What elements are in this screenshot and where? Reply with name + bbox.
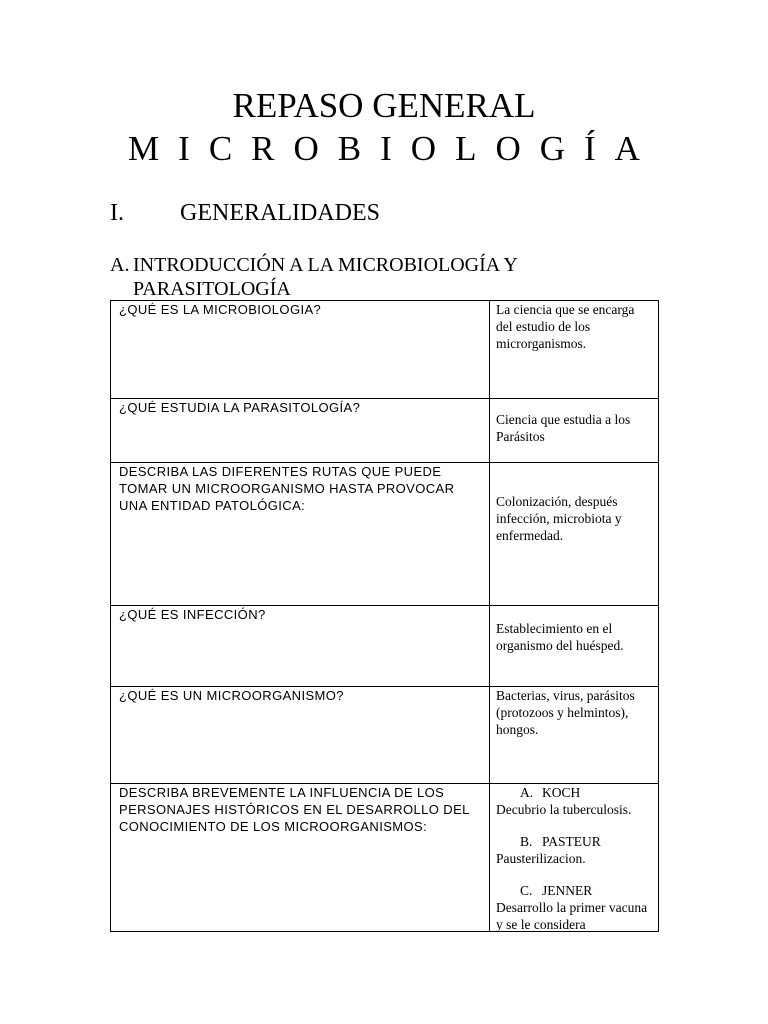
question-cell [111, 687, 490, 784]
historical-figure-name: PASTEUR [542, 834, 601, 849]
historical-figure-name: KOCH [542, 785, 581, 800]
historical-figure-contribution: Pausterilizacion. [496, 851, 586, 866]
table-row [111, 301, 659, 399]
table-row [111, 687, 659, 784]
historical-figure-koch [496, 784, 654, 801]
answer-cell [490, 687, 659, 784]
subsection-title-line2: PARASITOLOGÍA [133, 278, 291, 300]
question-text: ¿QUÉ ESTUDIA LA PARASITOLOGÍA? [119, 400, 361, 415]
question-text: ¿QUÉ ES UN MICROORGANISMO? [119, 688, 344, 703]
subsection-title-line1: INTRODUCCIÓN A LA MICROBIOLOGÍA Y [133, 254, 518, 276]
historical-figure-contribution: Decubrio la tuberculosis. [496, 802, 632, 817]
subsection-heading [110, 253, 630, 301]
document-title: REPASO GENERAL [232, 86, 536, 125]
section-number: I. [110, 200, 124, 226]
review-table [110, 300, 659, 932]
question-cell [111, 301, 490, 399]
question-text: DESCRIBA LAS DIFERENTES RUTAS QUE PUEDE TOMAR UN MICROORGANISMO HASTA PROVOCAR UNA ENTIDAD PATOLÓGICA: [119, 464, 455, 513]
document-subject: MICROBIOLOGÍA [128, 129, 659, 168]
historical-figure-jenner [496, 882, 654, 899]
question-text: DESCRIBA BREVEMENTE LA INFLUENCIA DE LOS PERSONAJES HISTÓRICOS EN EL DESARROLLO DEL CONOCIMIENTO DE LOS MICROORGANISMOS: [119, 785, 470, 834]
question-text: ¿QUÉ ES INFECCIÓN? [119, 607, 266, 622]
answer-cell [490, 399, 659, 463]
answer-cell [490, 606, 659, 687]
question-cell [111, 399, 490, 463]
answer-text: Bacterias, virus, parásitos (protozoos y helmintos), hongos. [496, 688, 635, 737]
answer-text: Colonización, después infección, microbiota y enfermedad. [496, 494, 622, 543]
answer-text: Ciencia que estudia a los Parásitos [496, 412, 631, 444]
question-cell [111, 463, 490, 606]
list-letter: A. [520, 785, 534, 800]
answer-text: Establecimiento en el organismo del huésped. [496, 621, 624, 653]
question-cell [111, 606, 490, 687]
section-title: GENERALIDADES [180, 200, 380, 226]
question-text: ¿QUÉ ES LA MICROBIOLOGIA? [119, 302, 322, 317]
answer-text: La ciencia que se encarga del estudio de los microrganismos. [496, 302, 635, 351]
historical-figure-name: JENNER [542, 883, 593, 898]
subsection-letter: A. [110, 254, 130, 276]
question-cell [111, 784, 490, 932]
table-row [111, 399, 659, 463]
answer-cell [490, 463, 659, 606]
table-row [111, 784, 659, 932]
table-row [111, 606, 659, 687]
list-letter: B. [520, 834, 533, 849]
answer-cell [490, 301, 659, 399]
historical-figure-contribution: Desarrollo la primer vacuna y se le considera [496, 900, 648, 931]
list-letter: C. [520, 883, 533, 898]
historical-figures-list [490, 784, 658, 931]
table-row [111, 463, 659, 606]
answer-cell [490, 784, 659, 932]
historical-figure-pasteur [496, 833, 654, 850]
